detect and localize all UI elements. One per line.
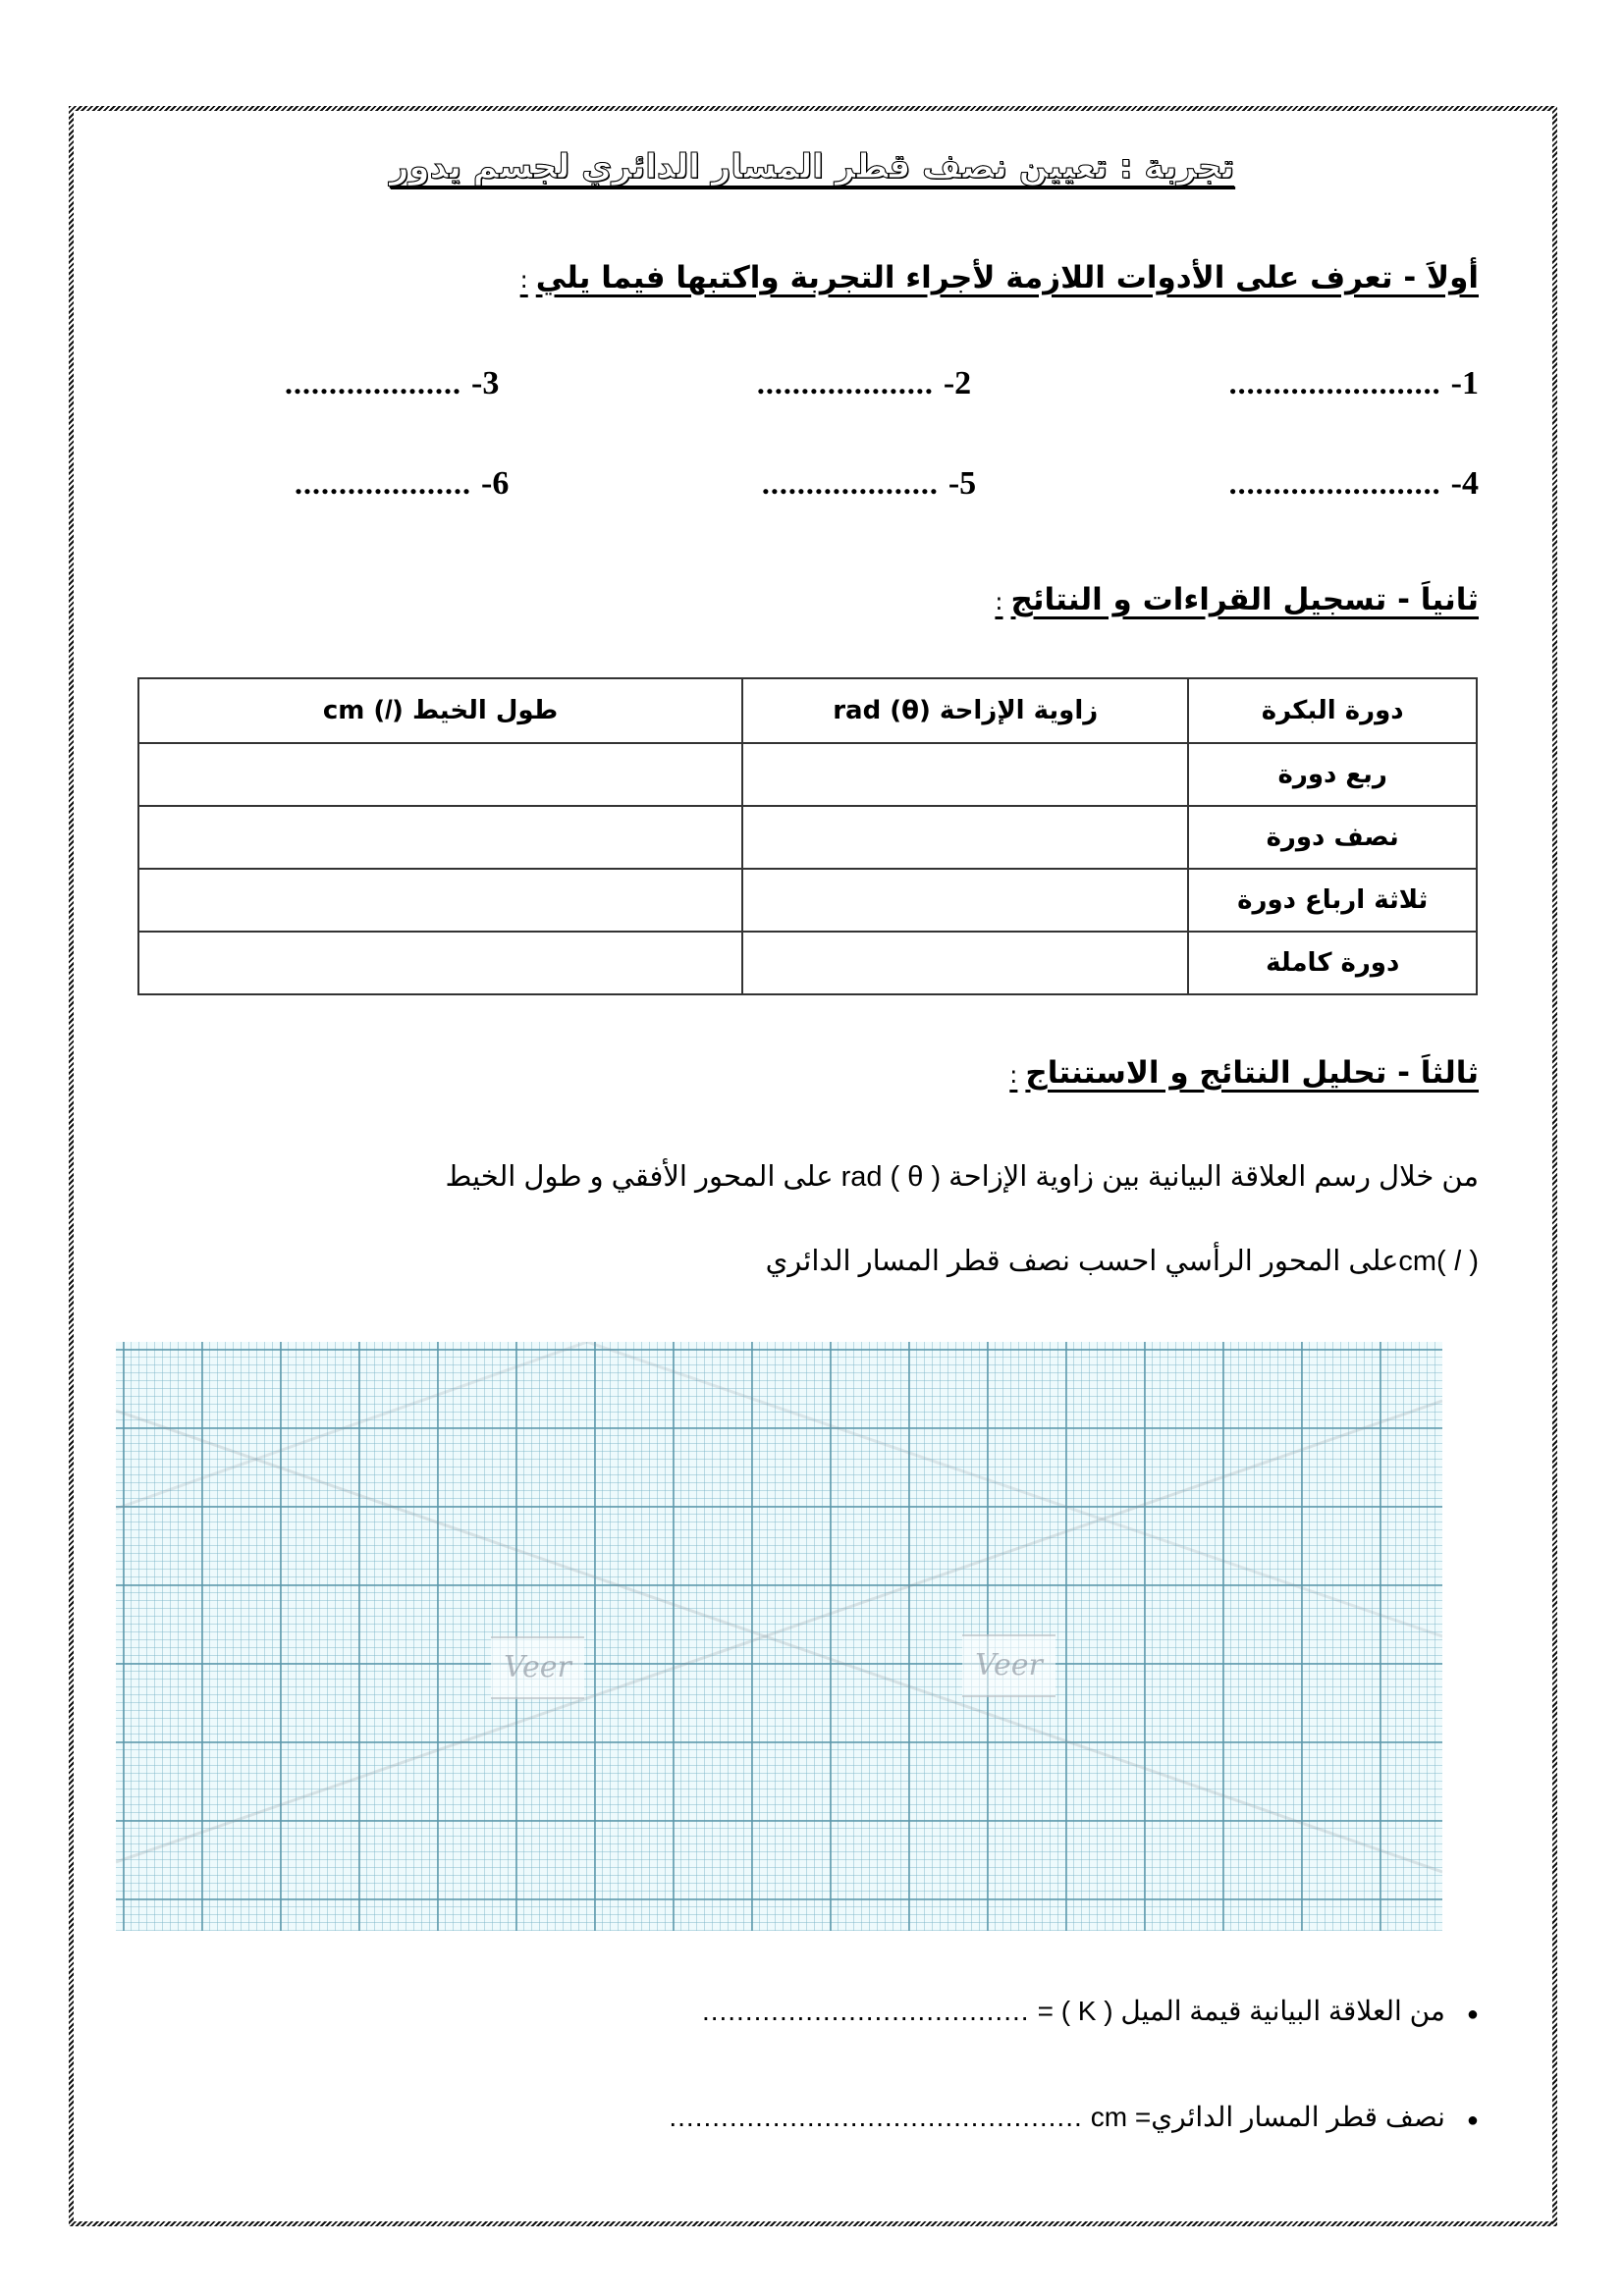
table-row: [138, 743, 1477, 806]
section1-heading: [520, 260, 1479, 295]
section1-colon: :: [519, 266, 528, 294]
section2-heading-text: ثانياَ - تسجيل القراءات و النتائج: [1010, 582, 1479, 617]
bullet-icon: ●: [1466, 2109, 1479, 2131]
page-title-text: تجربة : تعيين نصف قطر المسار الدائري لجسم يدور: [389, 147, 1235, 187]
graph-paper[interactable]: [116, 1342, 1442, 1931]
tool-number: 4-: [1450, 465, 1479, 502]
cell-angle-input[interactable]: [742, 743, 1188, 806]
radius-answer-blank[interactable]: ................................................: [669, 2102, 1083, 2132]
header-string-length: طول الخيط cm (𝑙): [138, 678, 742, 743]
tool-number: 2-: [943, 365, 972, 401]
tool-blank[interactable]: ........................: [1228, 465, 1441, 501]
bullet-radius: [412, 2101, 1479, 2133]
table-row: [138, 932, 1477, 994]
instructions-line-2: cm( 𝑙 )على المحور الرأسي احسب نصف قطر المسار الدائري: [765, 1246, 1479, 1277]
section3-heading-text: ثالثاَ - تحليل النتائج و الاستنتاج: [1025, 1055, 1479, 1091]
bullet-slope-text: من العلاقة البيانية قيمة الميل ( K ) =: [1037, 1996, 1445, 2026]
section2-colon: :: [995, 588, 1003, 615]
tool-item-6: [295, 465, 509, 503]
slope-answer-blank[interactable]: ......................................: [701, 1996, 1030, 2026]
border-top: [69, 106, 1557, 111]
cell-turn: دورة كاملة: [1188, 932, 1477, 994]
header-pulley-turn: دورة البكرة: [1188, 678, 1477, 743]
section3-colon: :: [1009, 1061, 1018, 1089]
tool-item-5: [762, 465, 976, 503]
border-bottom: [69, 2221, 1557, 2226]
tool-number: 6-: [481, 465, 510, 502]
tool-item-1: [1229, 365, 1479, 402]
tool-item-3: [285, 365, 499, 402]
tool-number: 5-: [947, 465, 977, 502]
cell-angle-input[interactable]: [742, 932, 1188, 994]
cell-length-input[interactable]: [138, 932, 742, 994]
tools-row-2: [295, 465, 1479, 503]
readings-table: [137, 677, 1478, 995]
tool-number: 3-: [471, 365, 500, 401]
border-left: [69, 106, 74, 2226]
cell-turn: ربع دورة: [1188, 743, 1477, 806]
cell-turn: ثلاثة ارباع دورة: [1188, 869, 1477, 932]
tools-row-1: [285, 365, 1479, 402]
border-right: [1552, 106, 1557, 2226]
bullet-radius-text: نصف قطر المسار الدائري= cm: [1090, 2102, 1445, 2132]
watermark-logo: Veer: [491, 1636, 584, 1699]
section2-heading: [995, 582, 1479, 617]
tool-item-2: [757, 365, 971, 402]
header-displacement-angle: زاوية الإزاحة rad (θ): [742, 678, 1188, 743]
cell-angle-input[interactable]: [742, 869, 1188, 932]
page-title: [0, 147, 1624, 187]
tool-blank[interactable]: ....................: [761, 465, 939, 501]
table-row: [138, 806, 1477, 869]
bullet-slope: [412, 1995, 1479, 2027]
tool-blank[interactable]: ........................: [1228, 365, 1441, 400]
cell-turn: نصف دورة: [1188, 806, 1477, 869]
instructions-line-1: من خلال رسم العلاقة البيانية بين زاوية الإزاحة rad ( θ ) على المحور الأفقي و طول الخيط: [445, 1161, 1479, 1193]
cell-length-input[interactable]: [138, 806, 742, 869]
tool-item-4: [1229, 465, 1479, 503]
section1-heading-text: أولاَ - تعرف على الأدوات اللازمة لأجراء التجربة واكتبها فيما يلي: [535, 260, 1479, 295]
table-row: [138, 869, 1477, 932]
tool-number: 1-: [1450, 365, 1479, 401]
cell-length-input[interactable]: [138, 869, 742, 932]
tool-blank[interactable]: ....................: [285, 365, 462, 400]
tool-blank[interactable]: ....................: [756, 365, 934, 400]
cell-angle-input[interactable]: [742, 806, 1188, 869]
watermark-lines: [116, 1342, 1442, 1931]
tool-blank[interactable]: ....................: [295, 465, 472, 501]
cell-length-input[interactable]: [138, 743, 742, 806]
section3-heading: [1009, 1055, 1479, 1091]
bullet-icon: ●: [1466, 2003, 1479, 2025]
watermark-logo: Veer: [962, 1634, 1056, 1697]
table-header-row: [138, 678, 1477, 743]
